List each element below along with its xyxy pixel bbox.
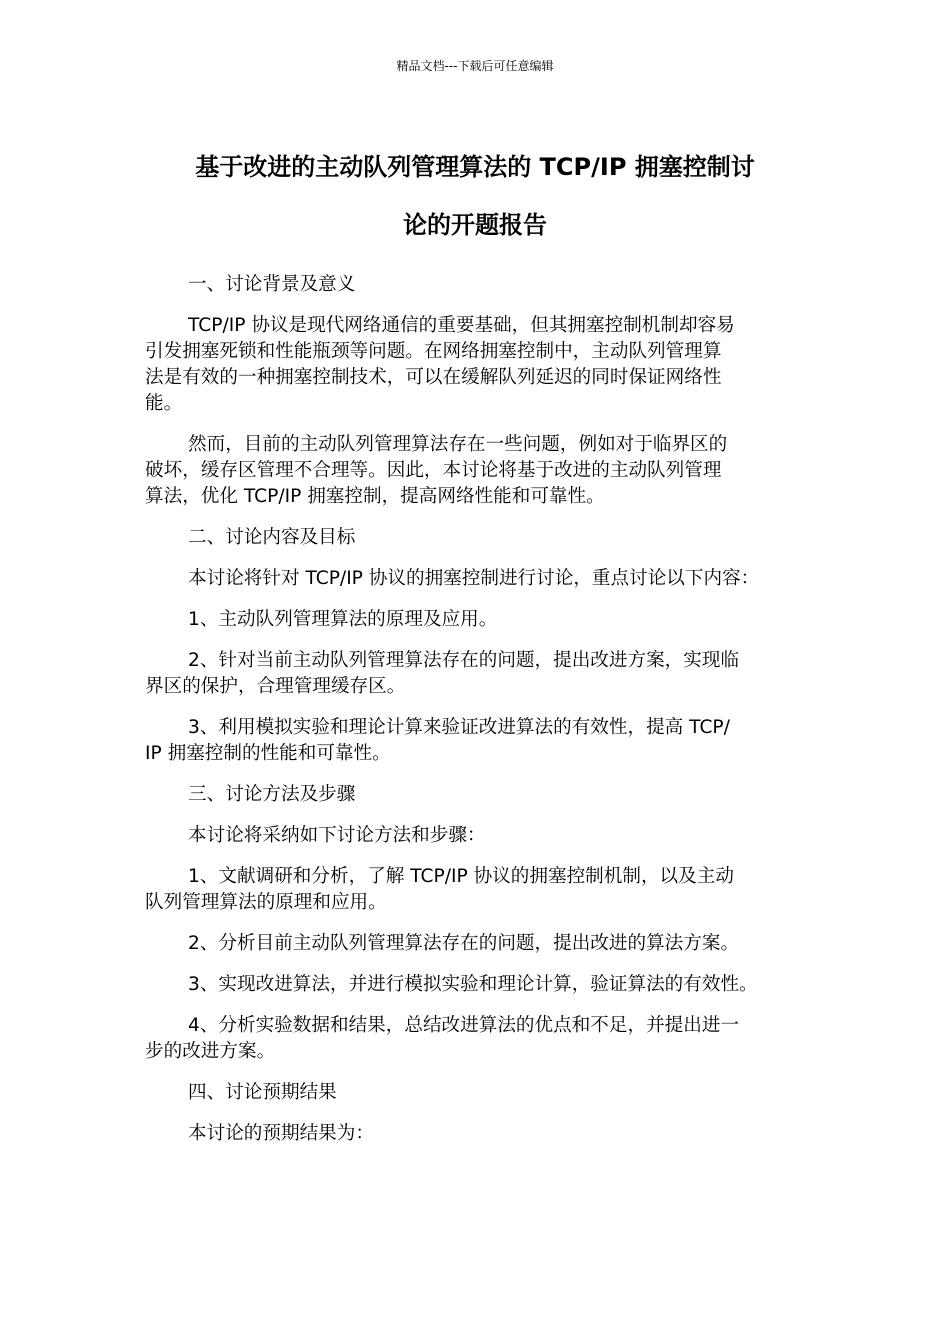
paragraph-line: 1、文献调研和分析，了解 TCP/IP 协议的拥塞控制机制，以及主动 [188,866,734,887]
list-item-method-3: 3、实现改进算法，并进行模拟实验和理论计算，验证算法的有效性。 [188,974,758,995]
title-line-2: 论的开题报告 [403,211,547,239]
paragraph-line: 2、针对当前主动队列管理算法存在的问题，提出改进方案，实现临 [188,650,740,671]
list-item-method-1 [145,864,817,916]
paragraph-line: 界区的保护，合理管理缓存区。 [145,676,406,697]
paragraph-line: 队列管理算法的原理和应用。 [145,892,387,913]
document-title [140,138,810,254]
paragraph-line: 能。 [145,393,183,414]
document-body [145,272,817,1162]
list-item-content-3 [145,715,817,767]
paragraph-content-intro: 本讨论将针对 TCP/IP 协议的拥塞控制进行讨论，重点讨论以下内容： [188,568,760,589]
paragraph-line: 3、利用模拟实验和理论计算来验证改进算法的有效性，提高 TCP/ [188,717,730,738]
paragraph-line: 破坏，缓存区管理不合理等。因此，本讨论将基于改进的主动队列管理 [145,460,722,481]
list-item-content-2 [145,648,817,700]
paragraph-expected-intro: 本讨论的预期结果为： [188,1123,374,1144]
title-line-1: 基于改进的主动队列管理算法的 TCP/IP 拥塞控制讨 [195,153,755,181]
list-item-method-2: 2、分析目前主动队列管理算法存在的问题，提出改进的算法方案。 [188,933,740,954]
section-heading-2: 二、讨论内容及目标 [188,527,356,548]
paragraph-line: TCP/IP 协议是现代网络通信的重要基础，但其拥塞控制机制却容易 [188,315,735,336]
section-heading-3: 三、讨论方法及步骤 [188,784,356,805]
paragraph-background [145,313,817,417]
paragraph-line: 引发拥塞死锁和性能瓶颈等问题。在网络拥塞控制中，主动队列管理算 [145,341,722,362]
paragraph-line: 算法，优化 TCP/IP 拥塞控制，提高网络性能和可靠性。 [145,486,605,507]
paragraph-line: 4、分析实验数据和结果，总结改进算法的优点和不足，并提出进一 [188,1015,740,1036]
paragraph-line: 步的改进方案。 [145,1041,276,1062]
section-heading-1: 一、讨论背景及意义 [188,274,356,295]
paragraph-methods-intro: 本讨论将采纳如下讨论方法和步骤： [188,825,486,846]
list-item-content-1: 1、主动队列管理算法的原理及应用。 [188,609,498,630]
paragraph-line: 然而，目前的主动队列管理算法存在一些问题，例如对于临界区的 [188,434,728,455]
section-heading-4: 四、讨论预期结果 [188,1082,337,1103]
list-item-method-4 [145,1013,817,1065]
paragraph-line: 法是有效的一种拥塞控制技术，可以在缓解队列延迟的同时保证网络性 [145,367,722,388]
header-note: 精品文档---下载后可任意编辑 [396,59,554,73]
paragraph-problems [145,432,817,510]
paragraph-line: IP 拥塞控制的性能和可靠性。 [145,743,391,764]
